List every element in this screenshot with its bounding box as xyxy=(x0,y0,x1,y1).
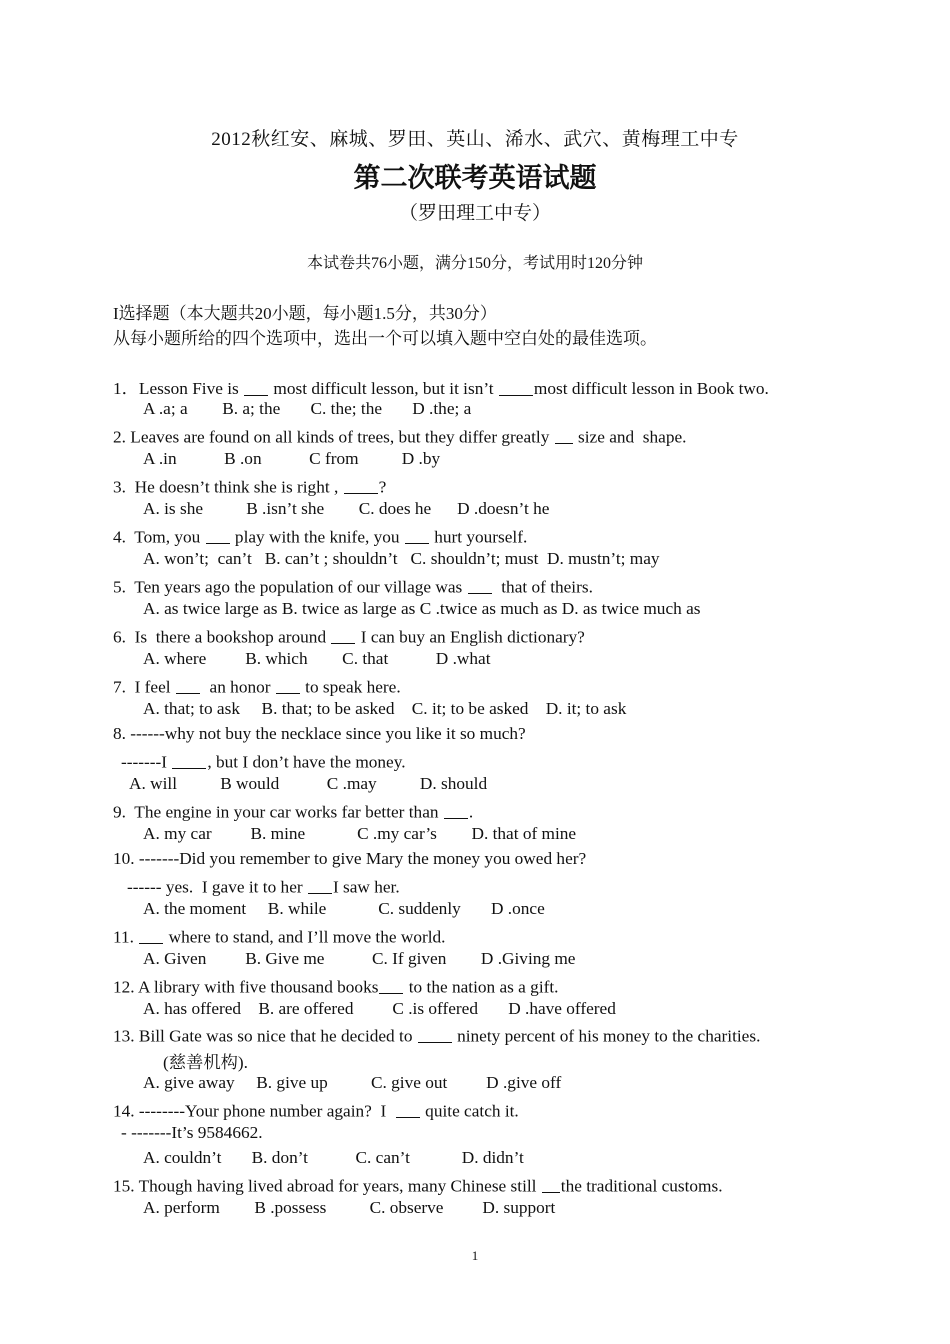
question-text: play with the knife, you xyxy=(230,527,404,547)
answer-blank xyxy=(344,476,378,494)
question-text: most difficult lesson in Book two. xyxy=(533,379,769,398)
question-text: quite catch it. xyxy=(420,1101,519,1121)
question-4 xyxy=(113,524,527,547)
exam-schools-line: 2012秋红安、麻城、罗田、英山、浠水、武穴、黄梅理工中专 xyxy=(211,129,739,150)
question-14 xyxy=(113,1098,519,1121)
question-6-options: A. where B. which C. that D .what xyxy=(143,649,491,668)
question-text: 9. The engine in your car works far better than xyxy=(113,802,443,822)
question-text: ninety percent of his money to the charities. xyxy=(452,1026,761,1046)
question-text: where to stand, and I’ll move the world. xyxy=(164,927,446,947)
question-text: 7. I feel xyxy=(113,677,175,697)
question-7-options: A. that; to ask B. that; to be asked C. it; to be asked D. it; to ask xyxy=(143,699,627,718)
question-text: an honor xyxy=(200,677,275,697)
question-text: the traditional customs. xyxy=(560,1176,723,1196)
question-text: hurt yourself. xyxy=(429,527,528,547)
answer-blank xyxy=(396,1100,420,1118)
question-text: 13. Bill Gate was so nice that he decided to xyxy=(113,1026,417,1046)
question-4-options: A. won’t; can’t B. can’t ; shouldn’t C. shouldn’t; must D. mustn’t; may xyxy=(143,549,660,568)
answer-blank xyxy=(418,1025,452,1043)
answer-blank xyxy=(499,378,533,396)
question-text: 14. --------Your phone number again? I xyxy=(113,1101,395,1121)
question-12 xyxy=(113,974,559,997)
question-text: to speak here. xyxy=(300,677,401,697)
exam-info: 本试卷共76小题，满分150分，考试用时120分钟 xyxy=(306,255,643,272)
question-text: that of theirs. xyxy=(492,577,593,597)
question-11-options: A. Given B. Give me C. If given D .Giving me xyxy=(143,949,576,968)
exam-subtitle: （罗田理工中专） xyxy=(398,203,551,224)
answer-blank xyxy=(308,876,332,894)
question-text: most difficult lesson, but it isn’t xyxy=(269,379,498,398)
answer-blank xyxy=(331,626,355,644)
answer-blank xyxy=(379,976,403,994)
question-2-options: A .in B .on C from D .by xyxy=(143,449,441,468)
question-3 xyxy=(113,474,386,497)
page-number: 1 xyxy=(471,1248,479,1263)
question-text: 5. Ten years ago the population of our village was xyxy=(113,577,467,597)
question-13-note: (慈善机构). xyxy=(163,1053,248,1072)
question-text: . xyxy=(468,802,474,822)
question-text: 4. Tom, you xyxy=(113,527,205,547)
question-text: to the nation as a gift. xyxy=(404,977,559,997)
question-3-options: A. is she B .isn’t she C. does he D .doesn’t he xyxy=(143,499,550,518)
question-text: 8. ------why not buy the necklace since you like it so much? xyxy=(113,724,526,743)
question-text: ------ yes. I gave it to her xyxy=(127,877,307,897)
question-14-reply: - -------It’s 9584662. xyxy=(121,1123,263,1142)
question-text: -------I xyxy=(121,752,172,772)
question-text: 10. -------Did you remember to give Mary the money you owed her? xyxy=(113,849,587,868)
question-text: I can buy an English dictionary? xyxy=(356,627,585,647)
answer-blank xyxy=(405,526,429,544)
question-text: size and shape. xyxy=(573,427,687,447)
answer-blank xyxy=(176,676,200,694)
question-text: 2. Leaves are found on all kinds of trees, but they differ greatly xyxy=(113,427,554,447)
question-5 xyxy=(113,574,593,597)
question-text: 3. He doesn’t think she is right , xyxy=(113,477,343,497)
question-12-options: A. has offered B. are offered C .is offered D .have offered xyxy=(143,999,616,1018)
question-14-options: A. couldn’t B. don’t C. can’t D. didn’t xyxy=(143,1148,524,1167)
question-8 xyxy=(113,724,526,744)
answer-blank xyxy=(542,1175,560,1193)
question-5-options: A. as twice large as B. twice as large as C .twice as much as D. as twice much as xyxy=(143,599,701,618)
question-text: ? xyxy=(378,477,387,497)
question-2 xyxy=(113,424,686,447)
question-8-reply xyxy=(121,749,406,772)
answer-blank xyxy=(555,426,573,444)
answer-blank xyxy=(276,676,300,694)
question-1-options: A .a; a B. a; the C. the; the D .the; a xyxy=(143,399,472,418)
question-text: 12. A library with five thousand books xyxy=(113,977,379,997)
question-10 xyxy=(113,849,586,869)
answer-blank xyxy=(444,801,468,819)
answer-blank xyxy=(206,526,230,544)
question-15 xyxy=(113,1173,723,1196)
question-text: 1．Lesson Five is xyxy=(113,379,244,398)
question-text: 6. Is there a bookshop around xyxy=(113,627,331,647)
question-10-reply xyxy=(127,874,400,897)
question-13-options: A. give away B. give up C. give out D .give off xyxy=(143,1073,562,1092)
answer-blank xyxy=(172,751,206,769)
question-7 xyxy=(113,674,401,697)
question-1 xyxy=(113,374,769,399)
question-8-options: A. will B would C .may D. should xyxy=(129,774,488,793)
section-instruction: 从每小题所给的四个选项中，选出一个可以填入题中空白处的最佳选项。 xyxy=(113,329,657,348)
question-6 xyxy=(113,624,585,647)
question-10-options: A. the moment B. while C. suddenly D .once xyxy=(143,899,545,918)
answer-blank xyxy=(468,576,492,594)
question-9-options: A. my car B. mine C .my car’s D. that of mine xyxy=(143,824,577,843)
question-text: I saw her. xyxy=(332,877,400,897)
answer-blank xyxy=(139,926,163,944)
question-11 xyxy=(113,924,446,947)
section-heading: I选择题（本大题共20小题，每小题1.5分，共30分） xyxy=(113,304,497,323)
question-15-options: A. perform B .possess C. observe D. support xyxy=(143,1198,556,1217)
question-9 xyxy=(113,799,473,822)
exam-title: 第二次联考英语试题 xyxy=(353,163,597,194)
question-text: , but I don’t have the money. xyxy=(207,752,406,772)
question-text: 11. xyxy=(113,927,139,947)
question-text: 15. Though having lived abroad for years, many Chinese still xyxy=(113,1176,541,1196)
question-13 xyxy=(113,1023,760,1046)
answer-blank xyxy=(244,378,268,396)
